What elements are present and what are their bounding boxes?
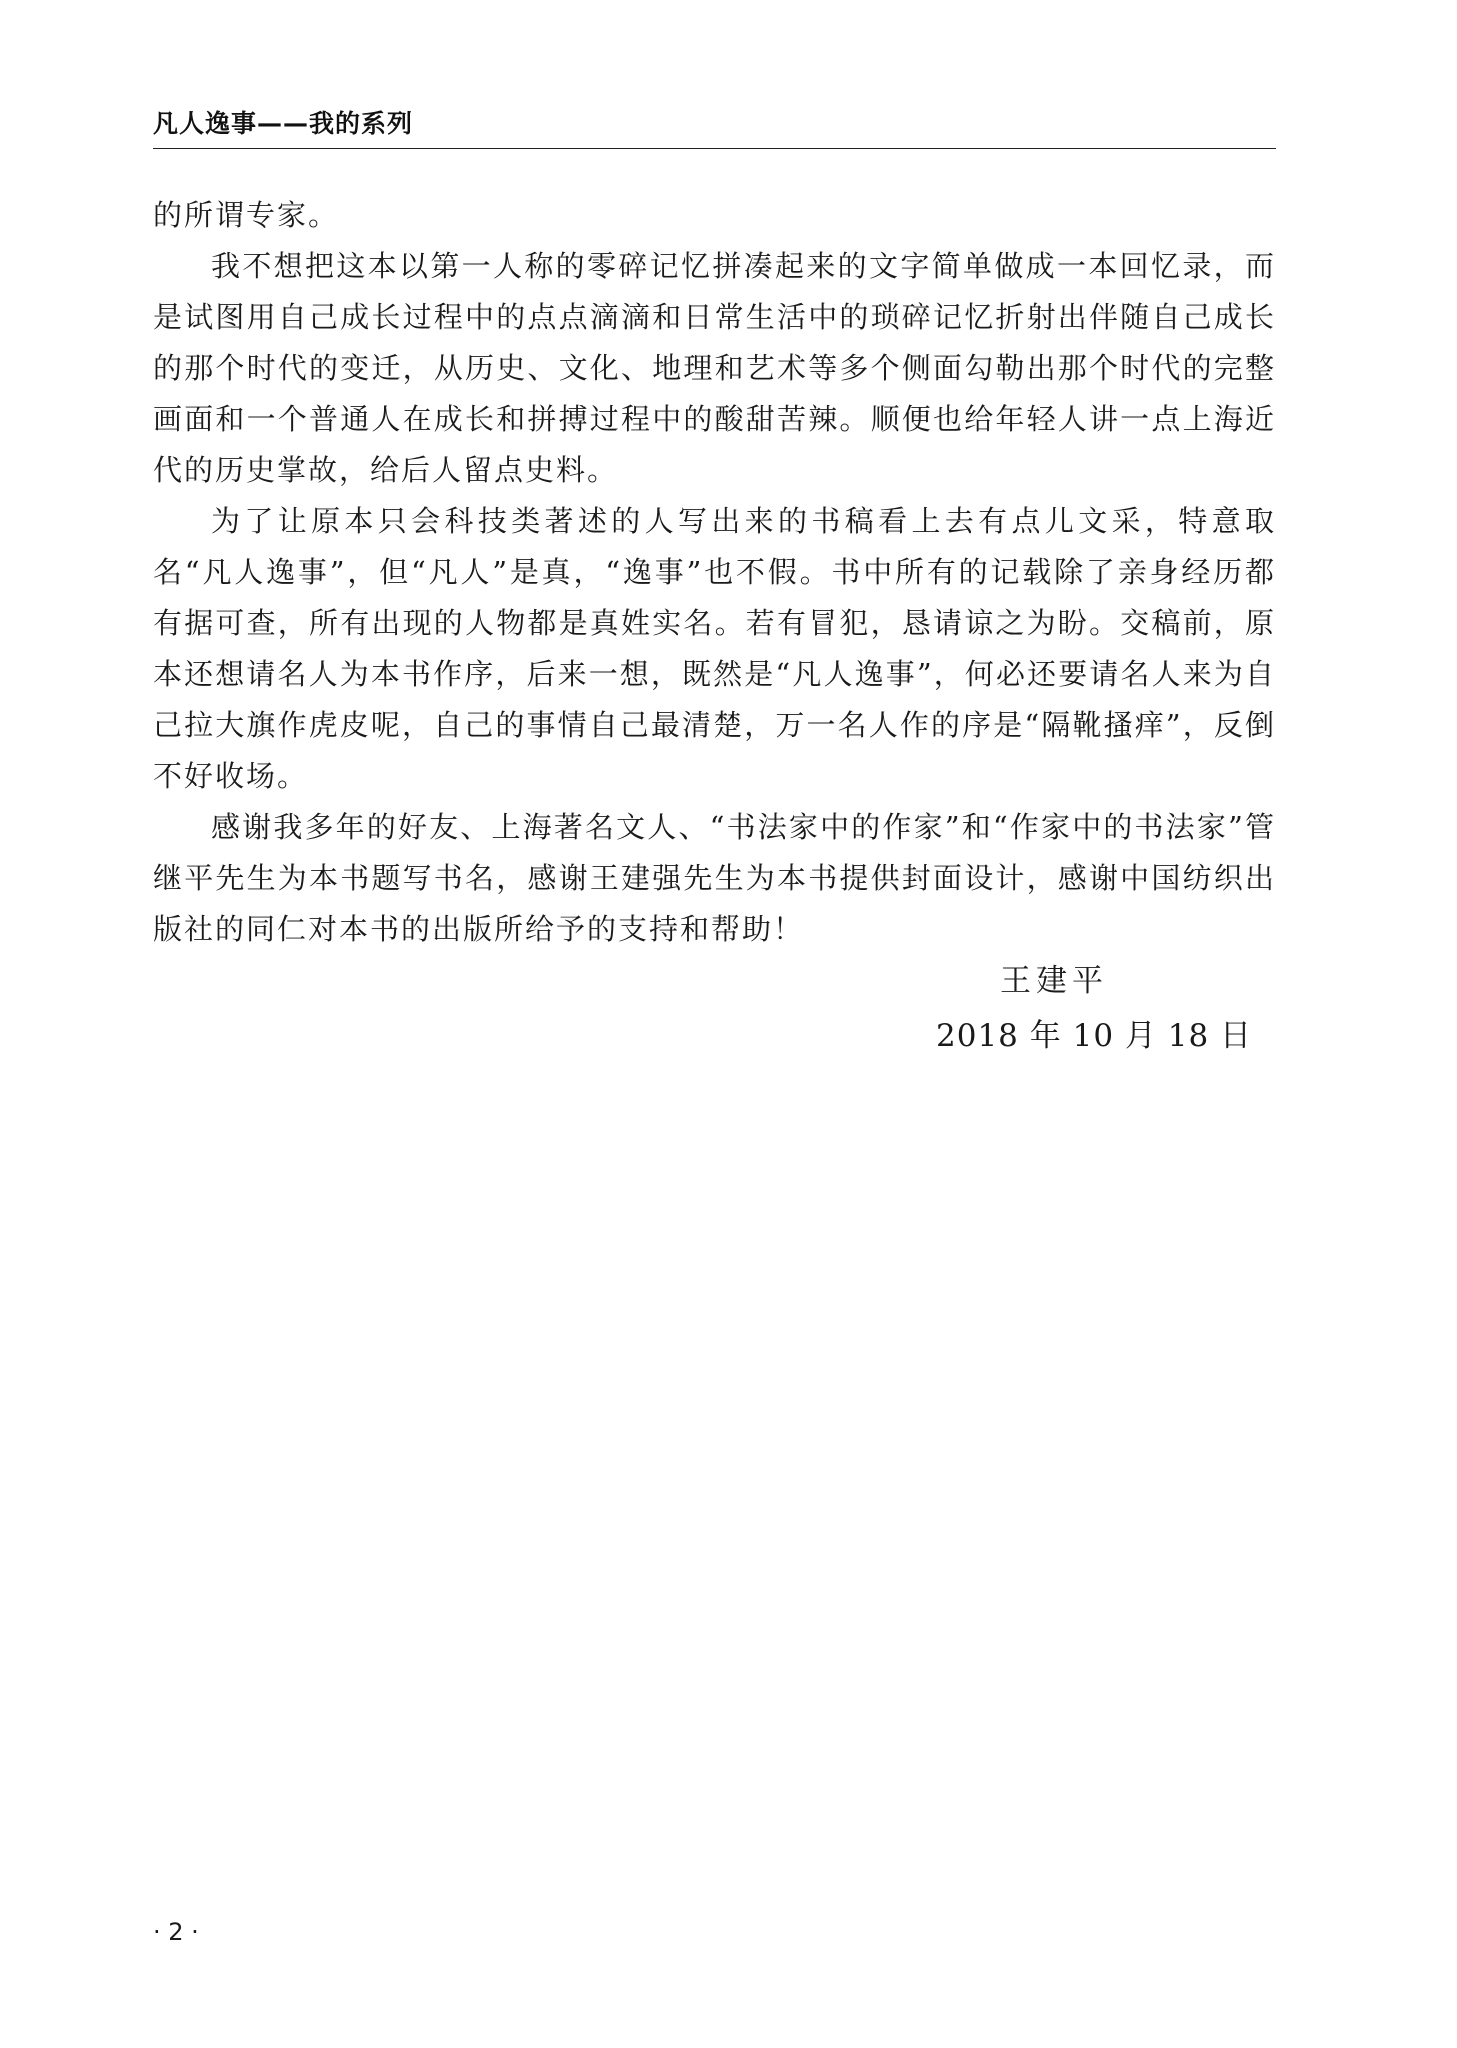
- author-signature: 王建平: [1000, 963, 1108, 999]
- body-text: [153, 190, 1276, 955]
- page-number: · 2 ·: [153, 1918, 199, 1946]
- header-divider: [153, 148, 1276, 149]
- paragraph: 感谢我多年的好友、上海著名文人、“书法家中的作家”和“作家中的书法家”管继平先生为本书题写书名，感谢王建强先生为本书提供封面设计，感谢中国纺织出版社的同仁对本书的出版所给予的支持和帮助！: [153, 810, 1276, 946]
- paragraph: 为了让原本只会科技类著述的人写出来的书稿看上去有点儿文采，特意取名“凡人逸事”，但“凡人”是真，“逸事”也不假。书中所有的记载除了亲身经历都有据可查，所有出现的人物都是真姓实名。若有冒犯，恳请谅之为盼。交稿前，原本还想请名人为本书作序，后来一想，既然是“凡人逸事”，何必还要请名人来为自己拉大旗作虎皮呢，自己的事情自己最清楚，万一名人作的序是“隔靴搔痒”，反倒不好收场。: [153, 504, 1276, 793]
- paragraph-continuation: 的所谓专家。: [153, 198, 340, 232]
- signature-date: 2018 年 10 月 18 日: [936, 1018, 1253, 1054]
- paragraph: 我不想把这本以第一人称的零碎记忆拼凑起来的文字简单做成一本回忆录，而是试图用自己成长过程中的点点滴滴和日常生活中的琐碎记忆折射出伴随自己成长的那个时代的变迁，从历史、文化、地理和艺术等多个侧面勾勒出那个时代的完整画面和一个普通人在成长和拼搏过程中的酸甜苦辣。顺便也给年轻人讲一点上海近代的历史掌故，给后人留点史料。: [153, 249, 1276, 487]
- running-head-title: 凡人逸事——我的系列: [153, 109, 414, 138]
